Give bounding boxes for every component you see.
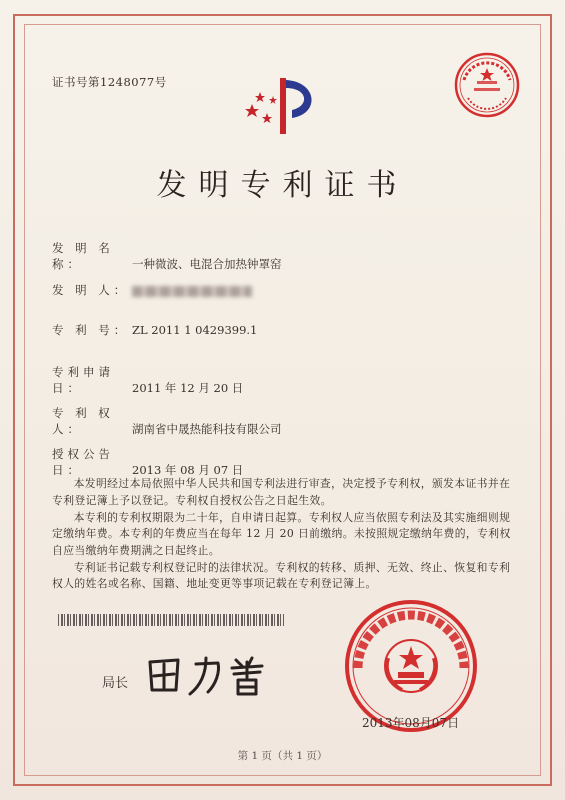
seal-date: 2013年08月07日 [362, 716, 460, 730]
patentee-value: 湖南省中晟热能科技有限公司 [132, 422, 282, 436]
patent-number-value: ZL 2011 1 0429399.1 [132, 323, 258, 337]
certificate-title: 发明专利证书 [156, 168, 409, 203]
director-signature-icon [144, 650, 284, 700]
field-inventor [52, 282, 252, 298]
inventor-redacted [132, 286, 252, 297]
director-label: 局长 [102, 676, 129, 691]
patent-office-logo-icon [240, 74, 322, 136]
filing-date-value: 2011 年 12 月 20 日 [132, 381, 244, 395]
field-filing-date [52, 364, 243, 396]
invention-name-label: 发 明 名 称： [52, 241, 114, 271]
grant-date-label: 授权公告日： [52, 447, 114, 477]
patentee-label: 专 利 权 人： [52, 406, 114, 436]
page-number: 第 1 页（共 1 页） [237, 750, 328, 762]
barcode-icon [58, 614, 284, 626]
inventor-label: 发 明 人： [52, 283, 130, 297]
field-patentee [52, 405, 282, 437]
field-grant-date [52, 446, 243, 478]
invention-name-value: 一种微波、电混合加热钟罩窑 [132, 257, 282, 271]
small-seal-icon [452, 50, 522, 120]
field-patent-number [52, 322, 257, 338]
body-paragraph: 本专利的专利权期限为二十年，自申请日起算。专利权人应当依照专利法及其实施细则规定缴纳年费。本专利的年费应当在每年 12 月 20 日前缴纳。未按照规定缴纳年费的，专利权自应当缴纳年费期满之日起终止。 [52, 510, 511, 557]
certificate-number: 证书号第1248077号 [52, 75, 167, 89]
patent-number-label: 专 利 号： [52, 323, 130, 337]
grant-date-value: 2013 年 08 月 07 日 [132, 463, 244, 477]
certificate-body [52, 476, 512, 593]
filing-date-label: 专利申请日： [52, 365, 114, 395]
body-paragraph: 本发明经过本局依照中华人民共和国专利法进行审查，决定授予专利权，颁发本证书并在专利登记簿上予以登记。专利权自授权公告之日起生效。 [52, 477, 511, 507]
body-paragraph: 专利证书记载专利权登记时的法律状况。专利权的转移、质押、无效、终止、恢复和专利权人的姓名或名称、国籍、地址变更等事项记载在专利登记簿上。 [52, 560, 511, 590]
field-invention-name [52, 240, 282, 272]
